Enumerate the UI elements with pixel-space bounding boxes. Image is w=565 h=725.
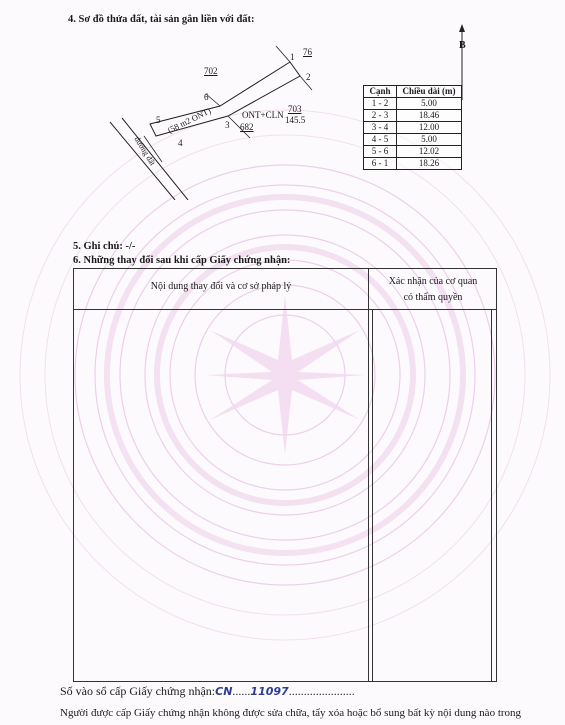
header-divider — [74, 309, 496, 310]
length-cell: 18.46 — [397, 110, 462, 122]
length-cell: 12.00 — [397, 122, 462, 134]
edge-cell: 4 - 5 — [364, 134, 397, 146]
parcel-682-label: 682 — [240, 122, 254, 132]
authority-header-line2: có thẩm quyền — [403, 292, 463, 303]
edge-cell: 2 - 3 — [364, 110, 397, 122]
table-row — [364, 98, 462, 110]
table-row — [364, 122, 462, 134]
edge-cell: 5 - 6 — [364, 146, 397, 158]
changes-table — [73, 268, 497, 682]
table-row — [364, 134, 462, 146]
length-cell: 5.00 — [397, 98, 462, 110]
table-header-row — [364, 86, 462, 98]
registration-line — [60, 684, 355, 699]
point-2-label: 2 — [306, 72, 311, 82]
authority-header-line1: Xác nhận của cơ quan — [388, 276, 478, 287]
length-cell: 5.00 — [397, 134, 462, 146]
footer-notice: Người được cấp Giấy chứng nhận không được sửa chữa, tẩy xóa hoặc bổ sung bất kỳ nội dung nào trong — [60, 707, 522, 719]
header-edge: Cạnh — [364, 86, 397, 98]
edge-cell: 6 - 1 — [364, 158, 397, 170]
parcel-76-label: 76 — [303, 47, 312, 57]
length-cell: 12.02 — [397, 146, 462, 158]
dot-leader: ...... — [232, 684, 251, 698]
parcel-703-label: 703 — [288, 104, 302, 114]
section-6-title: 6. Những thay đổi sau khi cấp Giấy chứng nhận: — [73, 255, 291, 266]
changes-content-header: Nội dung thay đổi và cơ sở pháp lý — [150, 281, 292, 292]
authority-confirmation-header — [370, 274, 496, 306]
table-row — [364, 110, 462, 122]
section-4-title: 4. Sơ đồ thửa đất, tài sản gắn liền với đất: — [68, 14, 255, 25]
edge-length-table — [363, 85, 462, 170]
column-divider — [368, 269, 369, 681]
inner-border-left — [372, 309, 373, 681]
edge-cell: 1 - 2 — [364, 98, 397, 110]
section-5-title: 5. Ghi chú: -/- — [73, 241, 136, 252]
registration-prefix: CN — [215, 685, 233, 698]
header-length: Chiều dài (m) — [397, 86, 462, 98]
area-note-label: (58 m2 ONT) — [166, 105, 213, 135]
table-row — [364, 146, 462, 158]
point-1-label: 1 — [290, 52, 295, 62]
point-5-label: 5 — [156, 115, 161, 125]
road-label: đường đất — [132, 135, 158, 168]
dot-leader: ...................... — [288, 684, 355, 698]
point-4-label: 4 — [178, 138, 183, 148]
point-3-label: 3 — [225, 120, 230, 130]
point-6-label: 6 — [204, 92, 209, 102]
length-cell: 18.26 — [397, 158, 462, 170]
land-use-label: ONT+CLN — [242, 110, 284, 120]
edge-cell: 3 - 4 — [364, 122, 397, 134]
inner-border-right — [491, 309, 492, 681]
parcel-703-area: 145.5 — [285, 115, 306, 125]
registration-number: 11097 — [250, 685, 289, 698]
table-row — [364, 158, 462, 170]
parcel-702-label: 702 — [204, 66, 218, 76]
registration-label: Số vào sổ cấp Giấy chứng nhận: — [60, 684, 216, 698]
north-label: B — [459, 40, 466, 51]
